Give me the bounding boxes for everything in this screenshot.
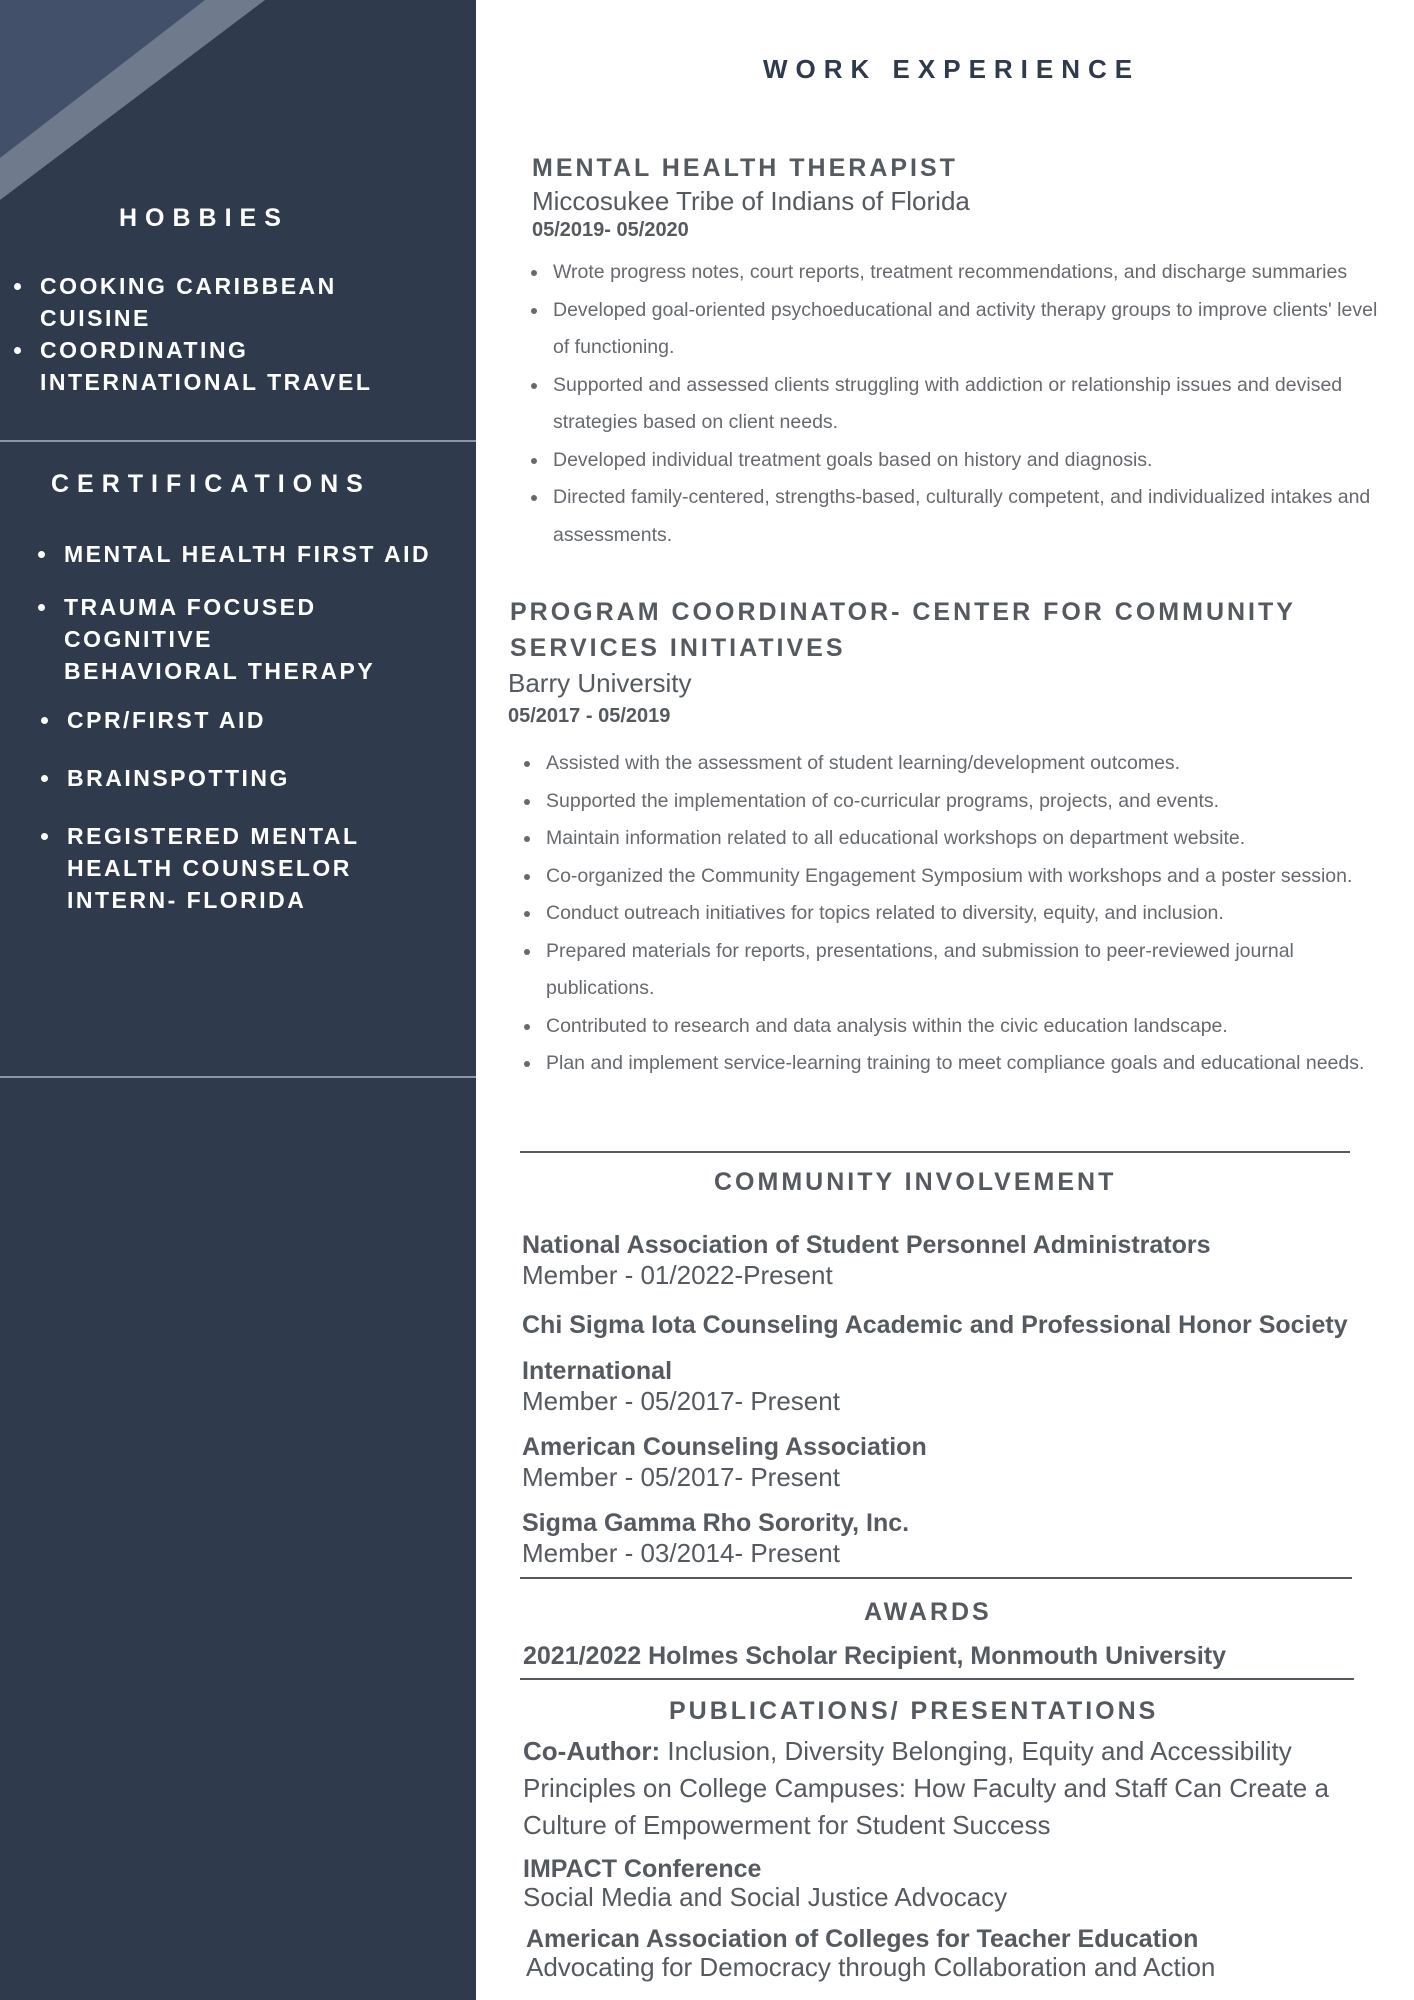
section-divider: [520, 1577, 1352, 1579]
community-item: [522, 1222, 1392, 1290]
community-item: [522, 1500, 1392, 1568]
coauthor-entry: [523, 1733, 1403, 1844]
presentation-topic: Advocating for Democracy through Collaboration and Action: [526, 1952, 1216, 1982]
coauthor-text: Inclusion, Diversity Belonging, Equity and Accessibility Principles on College Campuses: How Faculty and Staff Can Create a Culture of Empowerment for Student Success: [523, 1736, 1329, 1840]
community-org: Chi Sigma Iota Counseling Academic and Professional Honor Society International: [522, 1311, 1348, 1385]
job-bullet: Conduct outreach initiatives for topics related to diversity, equity, and inclusion.: [518, 895, 1398, 933]
job-organization: Miccosukee Tribe of Indians of Florida: [532, 186, 970, 216]
main-content: [476, 0, 1414, 2000]
community-role: Member - 05/2017- Present: [522, 1386, 840, 1416]
sidebar: [0, 0, 476, 2000]
community-role: Member - 05/2017- Present: [522, 1462, 840, 1492]
job-bullets: [518, 745, 1398, 1083]
job-title: MENTAL HEALTH THERAPIST: [532, 154, 958, 182]
sidebar-divider: [0, 440, 476, 442]
hobby-item: COOKING CARIBBEAN CUISINE: [10, 270, 450, 334]
publications-title: PUBLICATIONS/ PRESENTATIONS: [669, 1697, 1159, 1725]
job-entry: [532, 150, 1402, 244]
hobby-item: COORDINATING INTERNATIONAL TRAVEL: [10, 334, 450, 398]
hobbies-title: HOBBIES: [119, 204, 289, 232]
section-divider: [520, 1678, 1354, 1680]
presentation-venue: IMPACT Conference: [523, 1855, 762, 1883]
sidebar-divider: [0, 1076, 476, 1078]
job-dates: 05/2017 - 05/2019: [508, 705, 671, 727]
awards-title: AWARDS: [864, 1598, 992, 1626]
certification-item: REGISTERED MENTAL HEALTH COUNSELOR INTERN- FLORIDA: [37, 820, 387, 916]
community-org: Sigma Gamma Rho Sorority, Inc.: [522, 1509, 910, 1537]
community-item: [522, 1424, 1392, 1492]
job-dates: 05/2019- 05/2020: [532, 219, 689, 241]
presentation-venue: American Association of Colleges for Teacher Education: [526, 1925, 1199, 1953]
certification-item: TRAUMA FOCUSED COGNITIVE BEHAVIORAL THERAPY: [34, 591, 394, 687]
job-bullet: Assisted with the assessment of student learning/development outcomes.: [518, 745, 1398, 783]
community-item: [522, 1302, 1392, 1416]
job-organization: Barry University: [508, 668, 692, 698]
job-meta: [508, 668, 1368, 730]
work-experience-title: WORK EXPERIENCE: [763, 54, 1141, 84]
certifications-title: CERTIFICATIONS: [51, 470, 371, 498]
community-role: Member - 03/2014- Present: [522, 1538, 840, 1568]
job-bullet: Co-organized the Community Engagement Symposium with workshops and a poster session.: [518, 858, 1398, 896]
job-title: PROGRAM COORDINATOR- CENTER FOR COMMUNITY SERVICES INITIATIVES: [510, 598, 1296, 662]
job-bullet: Directed family-centered, strengths-based, culturally competent, and individualized intakes and assessments.: [525, 479, 1395, 554]
job-bullet: Prepared materials for reports, presentations, and submission to peer-reviewed journal publications.: [518, 933, 1398, 1008]
job-bullet: Supported and assessed clients struggling with addiction or relationship issues and devised strategies based on client needs.: [525, 367, 1395, 442]
job-bullet: Contributed to research and data analysis within the civic education landscape.: [518, 1008, 1398, 1046]
hobbies-list: [10, 270, 450, 398]
certification-item: MENTAL HEALTH FIRST AID: [34, 538, 454, 570]
presentation-item: [526, 1920, 1406, 1982]
community-title: COMMUNITY INVOLVEMENT: [714, 1168, 1117, 1196]
community-org: National Association of Student Personnel Administrators: [522, 1231, 1211, 1259]
presentation-item: [523, 1850, 1403, 1912]
community-list: [522, 1222, 1392, 1568]
job-bullet: Plan and implement service-learning training to meet compliance goals and educational needs.: [518, 1045, 1398, 1083]
job-bullet: Developed goal-oriented psychoeducational and activity therapy groups to improve clients' level of functioning.: [525, 292, 1395, 367]
job-bullet: Supported the implementation of co-curricular programs, projects, and events.: [518, 783, 1398, 821]
community-org: American Counseling Association: [522, 1433, 927, 1461]
coauthor-label: Co-Author:: [523, 1736, 661, 1766]
job-bullets: [525, 254, 1395, 554]
job-bullet: Maintain information related to all educational workshops on department website.: [518, 820, 1398, 858]
award-item: 2021/2022 Holmes Scholar Recipient, Monmouth University: [523, 1642, 1227, 1670]
certification-item: CPR/FIRST AID: [37, 704, 457, 736]
section-divider: [520, 1151, 1350, 1153]
certifications-list: [34, 538, 454, 916]
job-entry: [510, 594, 1370, 666]
community-role: Member - 01/2022-Present: [522, 1260, 833, 1290]
job-bullet: Wrote progress notes, court reports, treatment recommendations, and discharge summaries: [525, 254, 1395, 292]
presentation-topic: Social Media and Social Justice Advocacy: [523, 1882, 1008, 1912]
certification-item: BRAINSPOTTING: [37, 762, 457, 794]
job-bullet: Developed individual treatment goals based on history and diagnosis.: [525, 442, 1395, 480]
